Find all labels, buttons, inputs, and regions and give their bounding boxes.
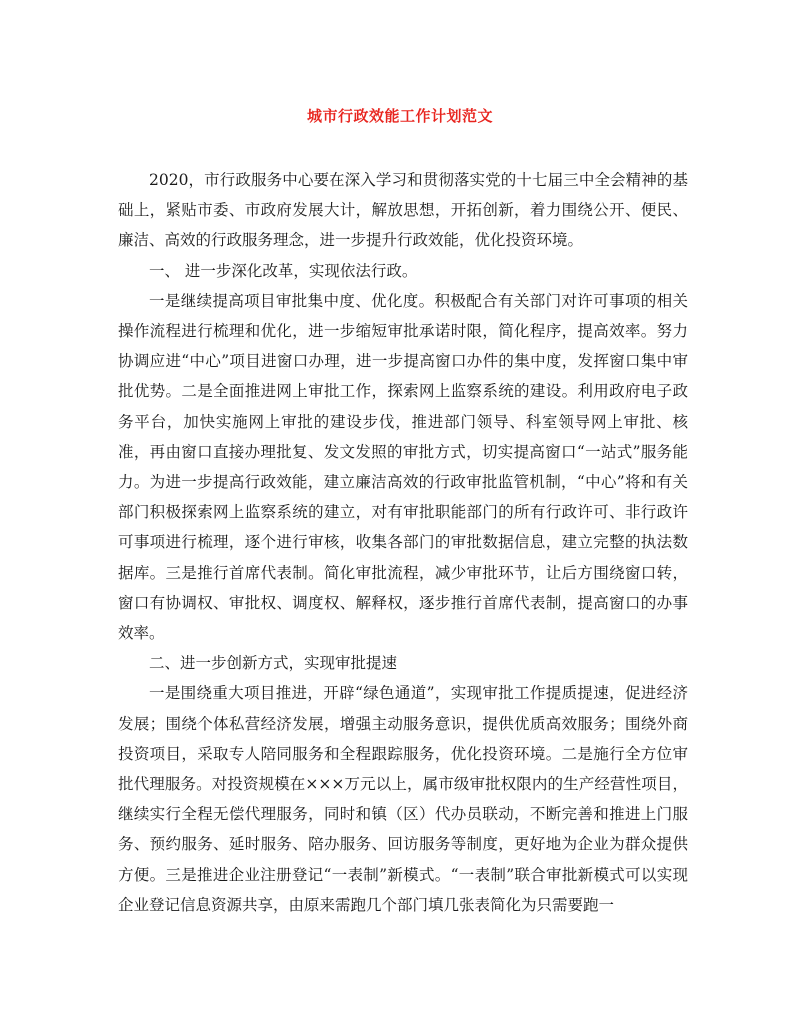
document-title: 城市行政效能工作计划范文 bbox=[306, 107, 493, 125]
paragraph-section-2: 一是围绕重大项目推进，开辟“绿色通道”，实现审批工作提质提速，促进经济发展；围绕个体私营经济发展，增强主动服务意识，提供优质高效服务；围绕外商投资项目，采取专人陪同服务和全程跟踪服务，优化投资环境。二是施行全方位审批代理服务。对投资规模在×××万元以上，属市级审批权限内的生产经营性项目，继续实行全程无偿代理服务，同时和镇（区）代办员联动，不断完善和推进上门服务、预约服务、延时服务、陪办服务、回访服务等制度，更好地为企业为群众提供方便。三是推进企业注册登记“一表制”新模式。“一表制”联合审批新模式可以实现企业登记信息资源共享，由原来需跑几个部门填几张表简化为只需要跑一 bbox=[118, 684, 688, 914]
paragraph-intro: 2020，市行政服务中心要在深入学习和贯彻落实党的十七届三中全会精神的基础上，紧贴市委、市政府发展大计，解放思想，开拓创新，着力围绕公开、便民、廉洁、高效的行政服务理念，进一步提升行政效能，优化投资环境。 bbox=[118, 171, 688, 250]
section-heading-2: 二、进一步创新方式，实现审批提速 bbox=[149, 654, 398, 673]
document-body bbox=[118, 165, 688, 920]
section-heading-1: 一、 进一步深化改革，实现依法行政。 bbox=[149, 261, 418, 280]
paragraph-section-1: 一是继续提高项目审批集中度、优化度。积极配合有关部门对许可事项的相关操作流程进行梳理和优化，进一步缩短审批承诺时限，简化程序，提高效率。努力协调应进“中心”项目进窗口办理，进一步提高窗口办件的集中度，发挥窗口集中审批优势。二是全面推进网上审批工作，探索网上监察系统的建设。利用政府电子政务平台，加快实施网上审批的建设步伐，推进部门领导、科室领导网上审批、核准，再由窗口直接办理批复、发文发照的审批方式，切实提高窗口“一站式”服务能力。为进一步提高行政效能，建立廉洁高效的行政审批监管机制，“中心”将和有关部门积极探索网上监察系统的建立，对有审批职能部门的所有行政许可、非行政许可事项进行梳理，逐个进行审核，收集各部门的审批数据信息，建立完整的执法数据库。三是推行首席代表制。简化审批流程，减少审批环节，让后方围绕窗口转，窗口有协调权、审批权、调度权、解释权，逐步推行首席代表制，提高窗口的办事效率。 bbox=[118, 291, 688, 643]
